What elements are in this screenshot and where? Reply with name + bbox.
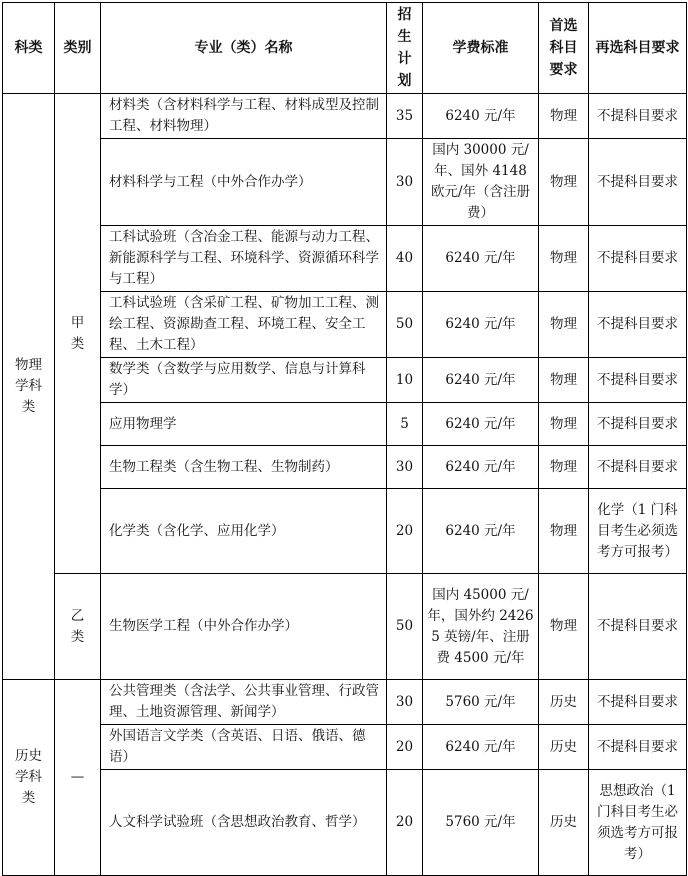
admission-plan-table [2, 2, 687, 876]
quota-cell: 30 [387, 680, 423, 725]
second-subject-cell: 不提科目要求 [589, 446, 687, 489]
header-quota: 招生计划 [387, 3, 423, 94]
fee-cell: 6240 元/年 [423, 358, 539, 403]
quota-cell: 10 [387, 358, 423, 403]
fee-cell: 6240 元/年 [423, 446, 539, 489]
first-subject-cell: 物理 [539, 446, 589, 489]
fee-cell: 5760 元/年 [423, 680, 539, 725]
second-subject-cell: 不提科目要求 [589, 403, 687, 446]
table-row [3, 446, 687, 489]
first-subject-cell: 物理 [539, 226, 589, 292]
major-cell: 公共管理类（含法学、公共事业管理、行政管理、土地资源管理、新闻学） [101, 680, 387, 725]
first-subject-cell: 物理 [539, 139, 589, 226]
fee-cell: 6240 元/年 [423, 403, 539, 446]
subject-group-cell: 物理学科类 [3, 94, 55, 680]
quota-cell: 50 [387, 574, 423, 680]
second-subject-cell: 化学（1 门科目考生必须选考方可报考） [589, 489, 687, 574]
table-row [3, 403, 687, 446]
first-subject-cell: 物理 [539, 403, 589, 446]
major-cell: 工科试验班（含采矿工程、矿物加工工程、测绘工程、资源勘查工程、环境工程、安全工程、土木工程） [101, 292, 387, 358]
fee-cell: 6240 元/年 [423, 292, 539, 358]
major-cell: 外国语言文学类（含英语、日语、俄语、德语） [101, 725, 387, 770]
table-row [3, 725, 687, 770]
header-fee: 学费标准 [423, 3, 539, 94]
table-row [3, 94, 687, 139]
major-cell: 生物工程类（含生物工程、生物制药） [101, 446, 387, 489]
first-subject-cell: 物理 [539, 358, 589, 403]
fee-cell: 国内 45000 元/年，国外约 24265 英镑/年、注册费 4500 元/年 [423, 574, 539, 680]
fee-cell: 5760 元/年 [423, 770, 539, 876]
fee-cell: 6240 元/年 [423, 94, 539, 139]
second-subject-cell: 不提科目要求 [589, 139, 687, 226]
major-cell: 人文科学试验班（含思想政治教育、哲学） [101, 770, 387, 876]
quota-cell: 30 [387, 446, 423, 489]
quota-cell: 20 [387, 489, 423, 574]
header-major: 专业（类）名称 [101, 3, 387, 94]
major-cell: 应用物理学 [101, 403, 387, 446]
major-cell: 材料类（含材料科学与工程、材料成型及控制工程、材料物理） [101, 94, 387, 139]
header-category: 类别 [55, 3, 101, 94]
quota-cell: 35 [387, 94, 423, 139]
second-subject-cell: 思想政治（1 门科目考生必须选考方可报考） [589, 770, 687, 876]
fee-cell: 国内 30000 元/年、国外 4148 欧元/年（含注册费） [423, 139, 539, 226]
first-subject-cell: 历史 [539, 680, 589, 725]
major-cell: 数学类（含数学与应用数学、信息与计算科学） [101, 358, 387, 403]
second-subject-cell: 不提科目要求 [589, 680, 687, 725]
category-cell: — [55, 680, 101, 876]
table-row [3, 139, 687, 226]
table-row [3, 226, 687, 292]
header-first-subject: 首选科目要求 [539, 3, 589, 94]
quota-cell: 30 [387, 139, 423, 226]
table-row [3, 770, 687, 876]
quota-cell: 20 [387, 770, 423, 876]
first-subject-cell: 物理 [539, 94, 589, 139]
quota-cell: 40 [387, 226, 423, 292]
table-row [3, 489, 687, 574]
second-subject-cell: 不提科目要求 [589, 292, 687, 358]
first-subject-cell: 物理 [539, 292, 589, 358]
fee-cell: 6240 元/年 [423, 725, 539, 770]
major-cell: 材料科学与工程（中外合作办学） [101, 139, 387, 226]
table-row [3, 574, 687, 680]
quota-cell: 20 [387, 725, 423, 770]
second-subject-cell: 不提科目要求 [589, 725, 687, 770]
second-subject-cell: 不提科目要求 [589, 94, 687, 139]
subject-group-cell: 历史学科类 [3, 680, 55, 876]
table-row [3, 292, 687, 358]
second-subject-cell: 不提科目要求 [589, 574, 687, 680]
second-subject-cell: 不提科目要求 [589, 358, 687, 403]
major-cell: 化学类（含化学、应用化学） [101, 489, 387, 574]
first-subject-cell: 历史 [539, 725, 589, 770]
fee-cell: 6240 元/年 [423, 226, 539, 292]
quota-cell: 50 [387, 292, 423, 358]
second-subject-cell: 不提科目要求 [589, 226, 687, 292]
major-cell: 工科试验班（含冶金工程、能源与动力工程、新能源科学与工程、环境科学、资源循环科学与工程） [101, 226, 387, 292]
table-row [3, 358, 687, 403]
header-row [3, 3, 687, 94]
fee-cell: 6240 元/年 [423, 489, 539, 574]
header-second-subject: 再选科目要求 [589, 3, 687, 94]
category-cell: 乙类 [55, 574, 101, 680]
major-cell: 生物医学工程（中外合作办学） [101, 574, 387, 680]
category-cell: 甲类 [55, 94, 101, 574]
first-subject-cell: 物理 [539, 489, 589, 574]
header-subject-group: 科类 [3, 3, 55, 94]
table-row [3, 680, 687, 725]
first-subject-cell: 历史 [539, 770, 589, 876]
quota-cell: 5 [387, 403, 423, 446]
first-subject-cell: 物理 [539, 574, 589, 680]
